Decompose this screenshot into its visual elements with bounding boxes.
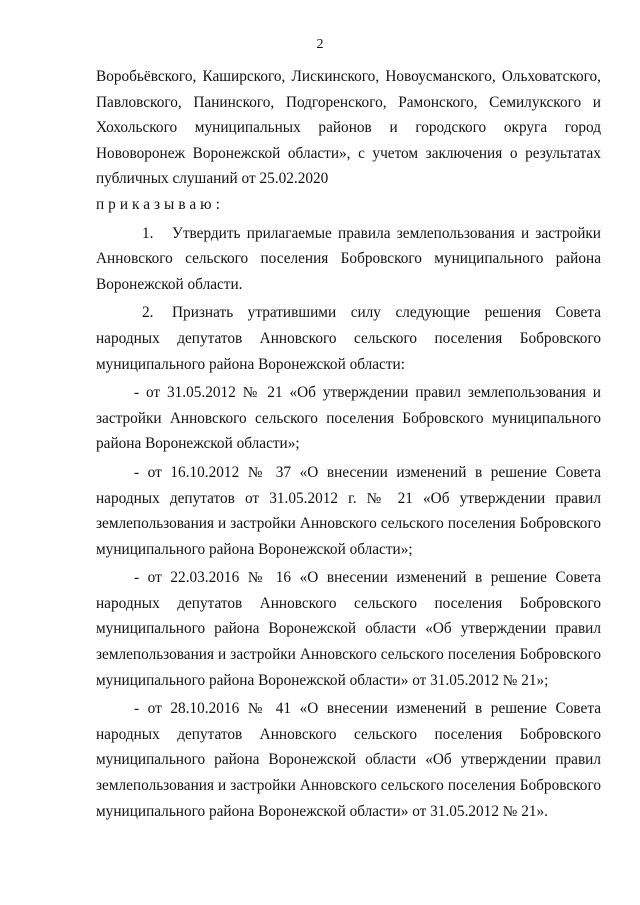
item-1-text: Утвердить прилагаемые правила землепользования и застройки Анновского сельского поселения Бобровского муниципального района Воронежской области.	[96, 224, 601, 293]
item-2	[96, 300, 601, 377]
subitem-2: - от 16.10.2012 № 37 «О внесении изменений в решение Совета народных депутатов от 31.05.2012 г. № 21 «Об утверждении правил землепользования и застройки Анновского сельского поселения Бобровского муниципального района Воронежской области»;	[96, 463, 601, 558]
item-2-text: Признать утратившими силу следующие решения Совета народных депутатов Анновского сельского поселения Бобровского муниципального района Воронежской области:	[96, 304, 601, 373]
subitem-4: - от 28.10.2016 № 41 «О внесении изменений в решение Совета народных депутатов Анновского сельского поселения Бобровского муниципального района Воронежской области «Об утверждении правил землепользования и застройки Анновского сельского поселения Бобровского муниципального района Воронежской области» от 31.05.2012 № 21».	[96, 700, 601, 820]
document-body	[96, 64, 601, 824]
item-1	[96, 221, 601, 298]
subitem-3: - от 22.03.2016 № 16 «О внесении изменений в решение Совета народных депутатов Анновского сельского поселения Бобровского муниципального района Воронежской области «Об утверждении правил землепользования и застройки Анновского сельского поселения Бобровского муниципального района Воронежской области» от 31.05.2012 № 21»;	[96, 569, 601, 689]
order-word: приказываю:	[96, 195, 224, 213]
item-2-number: 2.	[142, 304, 154, 322]
page-number: 2	[316, 37, 324, 52]
item-1-number: 1.	[142, 224, 154, 242]
subitem-1: - от 31.05.2012 № 21 «Об утверждении правил землепользования и застройки Анновского сельского поселения Бобровского муниципального района Воронежской области»;	[96, 384, 601, 453]
intro-paragraph: Воробьёвского, Каширского, Лискинского, Новоусманского, Ольховатского, Павловского, Панинского, Подгоренского, Рамонского, Семилукского и Хохольского муниципальных районов и городского округа город Нововоронеж Воронежской области», с учетом заключения о результатах публичных слушаний от 25.02.2020	[96, 68, 601, 188]
